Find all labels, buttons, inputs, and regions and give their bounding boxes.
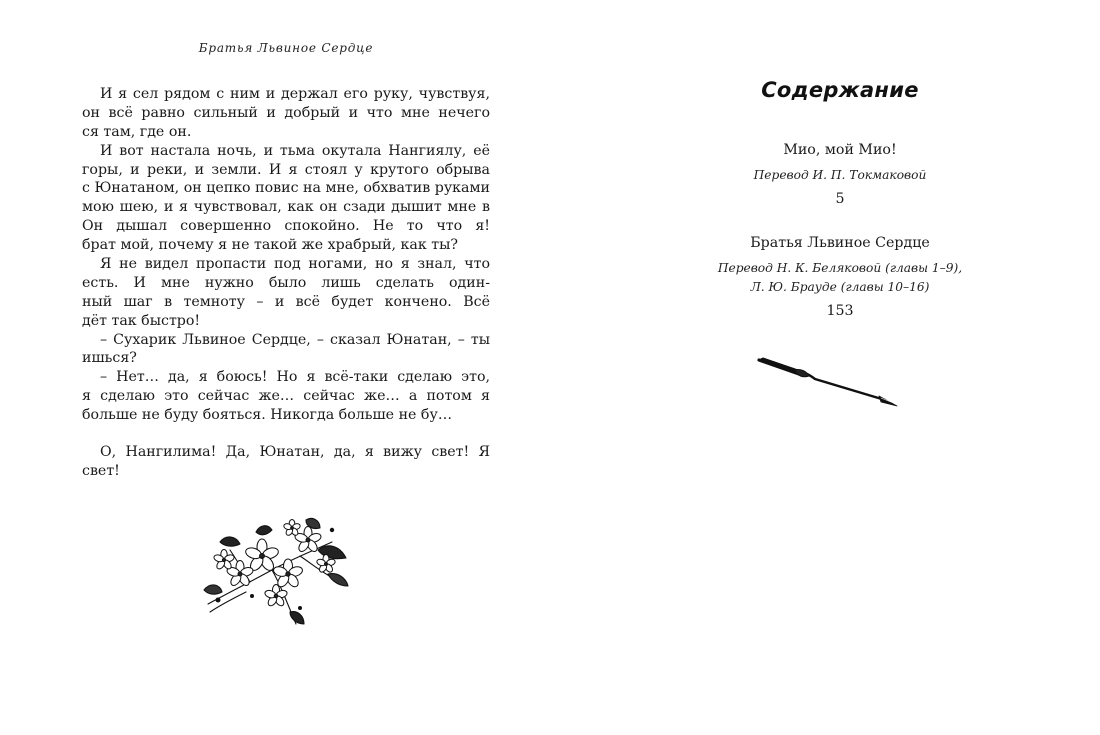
- text-line: брат мой, почему я не такой же храбрый, как ты?: [82, 237, 459, 254]
- toc-entry: [550, 235, 1100, 319]
- text-line: – Сухарик Львиное Сердце, – сказал Юнатан, – ты: [100, 331, 490, 348]
- text-line: больше не буду бояться. Никогда больше не бу…: [82, 407, 453, 424]
- text-line: мою шею, и я чувствовал, как он сзади дышит мне в: [82, 199, 490, 216]
- text-line: ся там, где он.: [82, 123, 192, 140]
- text-line: ный шаг в темноту – и всё будет кончено. Всё: [82, 293, 490, 310]
- right-page: [550, 0, 1100, 735]
- text-line: есть. И мне нужно было лишь сделать один-: [82, 274, 490, 291]
- text-line: Я не видел пропасти под ногами, но я знал, что: [100, 256, 490, 273]
- text-line: И я сел рядом с ним и держал его руку, чувствуя,: [100, 86, 490, 102]
- text-line: – Нет… да, я боюсь! Но я всё-таки сделаю это,: [100, 369, 490, 386]
- toc-entry-translator: Перевод Н. К. Беляковой (главы 1–9),: [717, 261, 963, 275]
- text-line: с Юнатаном, он цепко повис на мне, обхватив руками: [82, 180, 490, 197]
- text-line: ишься?: [82, 350, 137, 367]
- toc-entry-page: 153: [826, 303, 854, 319]
- toc-entry-title: Мио, мой Мио!: [783, 142, 897, 158]
- text-line: И вот настала ночь, и тьма окутала Нангиялу, её: [100, 142, 490, 159]
- text-line: Он дышал совершенно спокойно. Не то что я!: [82, 218, 490, 235]
- text-line: дёт так быстро!: [82, 312, 201, 329]
- text-line: я сделаю это сейчас же… сейчас же… а потом я: [82, 388, 490, 405]
- text-line: О, Нангилима! Да, Юнатан, да, я вижу свет! Я: [100, 444, 490, 461]
- running-header: Братья Львиное Сердце: [198, 41, 374, 55]
- paragraph-gap: [82, 425, 490, 443]
- body-text: [82, 85, 490, 481]
- blossom-branch-icon: [200, 512, 350, 634]
- page-title: Содержание: [761, 78, 919, 102]
- quill-pen-icon: [755, 352, 905, 412]
- toc-entry-title: Братья Львиное Сердце: [750, 235, 930, 251]
- toc-entry: [550, 142, 1100, 207]
- toc-entry-translator: Перевод И. П. Токмаковой: [753, 168, 927, 182]
- text-line: горы, и реки, и земли. И я стоял у крутого обрыва: [82, 161, 490, 178]
- text-line: он всё равно сильный и добрый и что мне нечего: [82, 104, 490, 121]
- toc-entry-page: 5: [835, 191, 845, 207]
- text-line: свет!: [82, 462, 120, 479]
- toc-entry-translator: Л. Ю. Брауде (главы 10–16): [750, 280, 930, 294]
